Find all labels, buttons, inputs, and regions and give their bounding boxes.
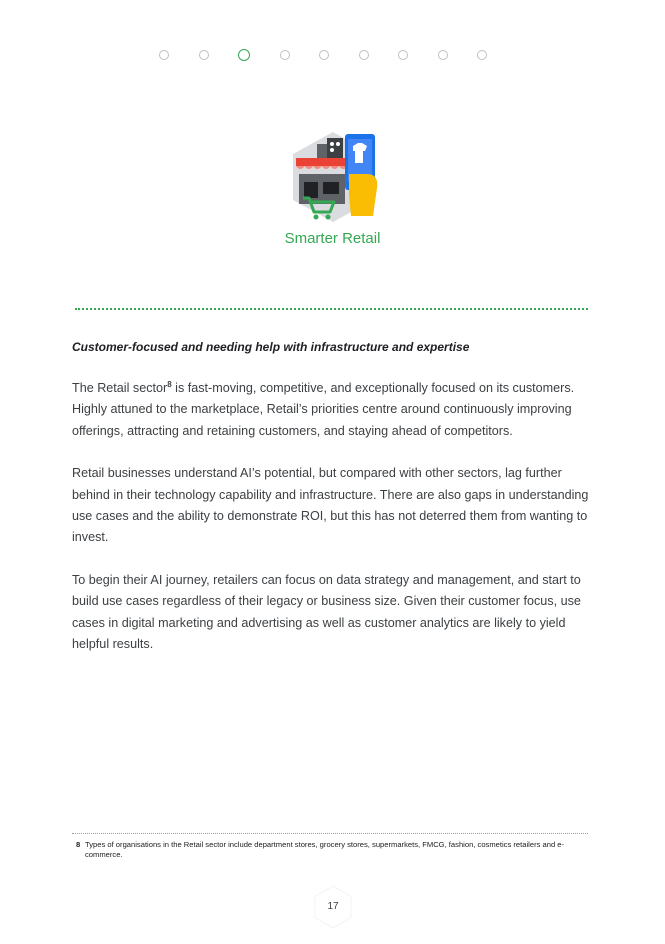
section-subtitle: Customer-focused and needing help with infrastructure and expertise <box>72 340 470 354</box>
footnote <box>76 840 588 859</box>
page-navigation-dots <box>159 50 487 61</box>
sector-title: Smarter Retail <box>284 230 381 247</box>
sector-header <box>0 128 665 247</box>
nav-dot-6[interactable] <box>359 50 369 60</box>
paragraph-2: Retail businesses understand AI’s potential, but compared with other sectors, lag further behind in their technology capability and infrastructure. There are also gaps in understanding use cases and the ability to demonstrate ROI, but this has not deterred them from wanting to invest. <box>72 466 589 545</box>
nav-dot-3-active[interactable] <box>238 49 250 61</box>
section-divider <box>75 308 588 310</box>
page-number: 17 <box>327 901 339 912</box>
paragraph-3: To begin their AI journey, retailers can focus on data strategy and management, and start to build use cases regardless of their legacy or business size. Given their customer focus, use cases in digital marketing and advertising as well as customer analytics are likely to yield helpful results. <box>72 572 581 652</box>
paragraph-1-body: is fast-moving, competitive, and exceptionally focused on its customers. Highly attuned to the marketplace, Retail’s priorities centre around continuously improving offerings, attracting and retaining customers, and staying ahead of competitors. <box>72 381 575 438</box>
nav-dot-9[interactable] <box>477 50 487 60</box>
footnote-number: 8 <box>76 840 81 849</box>
paragraph-1-lead: The Retail sector <box>72 381 168 395</box>
footnote-reference[interactable]: 8 <box>167 379 172 389</box>
main-content <box>72 340 596 676</box>
paragraph-1 <box>72 378 596 442</box>
nav-dot-4[interactable] <box>280 50 290 60</box>
retail-store-phone-cart-icon <box>287 128 379 224</box>
footnote-text: Types of organisations in the Retail sector include department stores, grocery stores, supermarkets, FMCG, fashion, cosmetics retailers and e-commerce. <box>85 840 565 859</box>
nav-dot-8[interactable] <box>438 50 448 60</box>
nav-dot-7[interactable] <box>398 50 408 60</box>
nav-dot-5[interactable] <box>319 50 329 60</box>
nav-dot-1[interactable] <box>159 50 169 60</box>
page-number-badge <box>313 885 353 929</box>
footnote-divider <box>72 833 588 834</box>
nav-dot-2[interactable] <box>199 50 209 60</box>
